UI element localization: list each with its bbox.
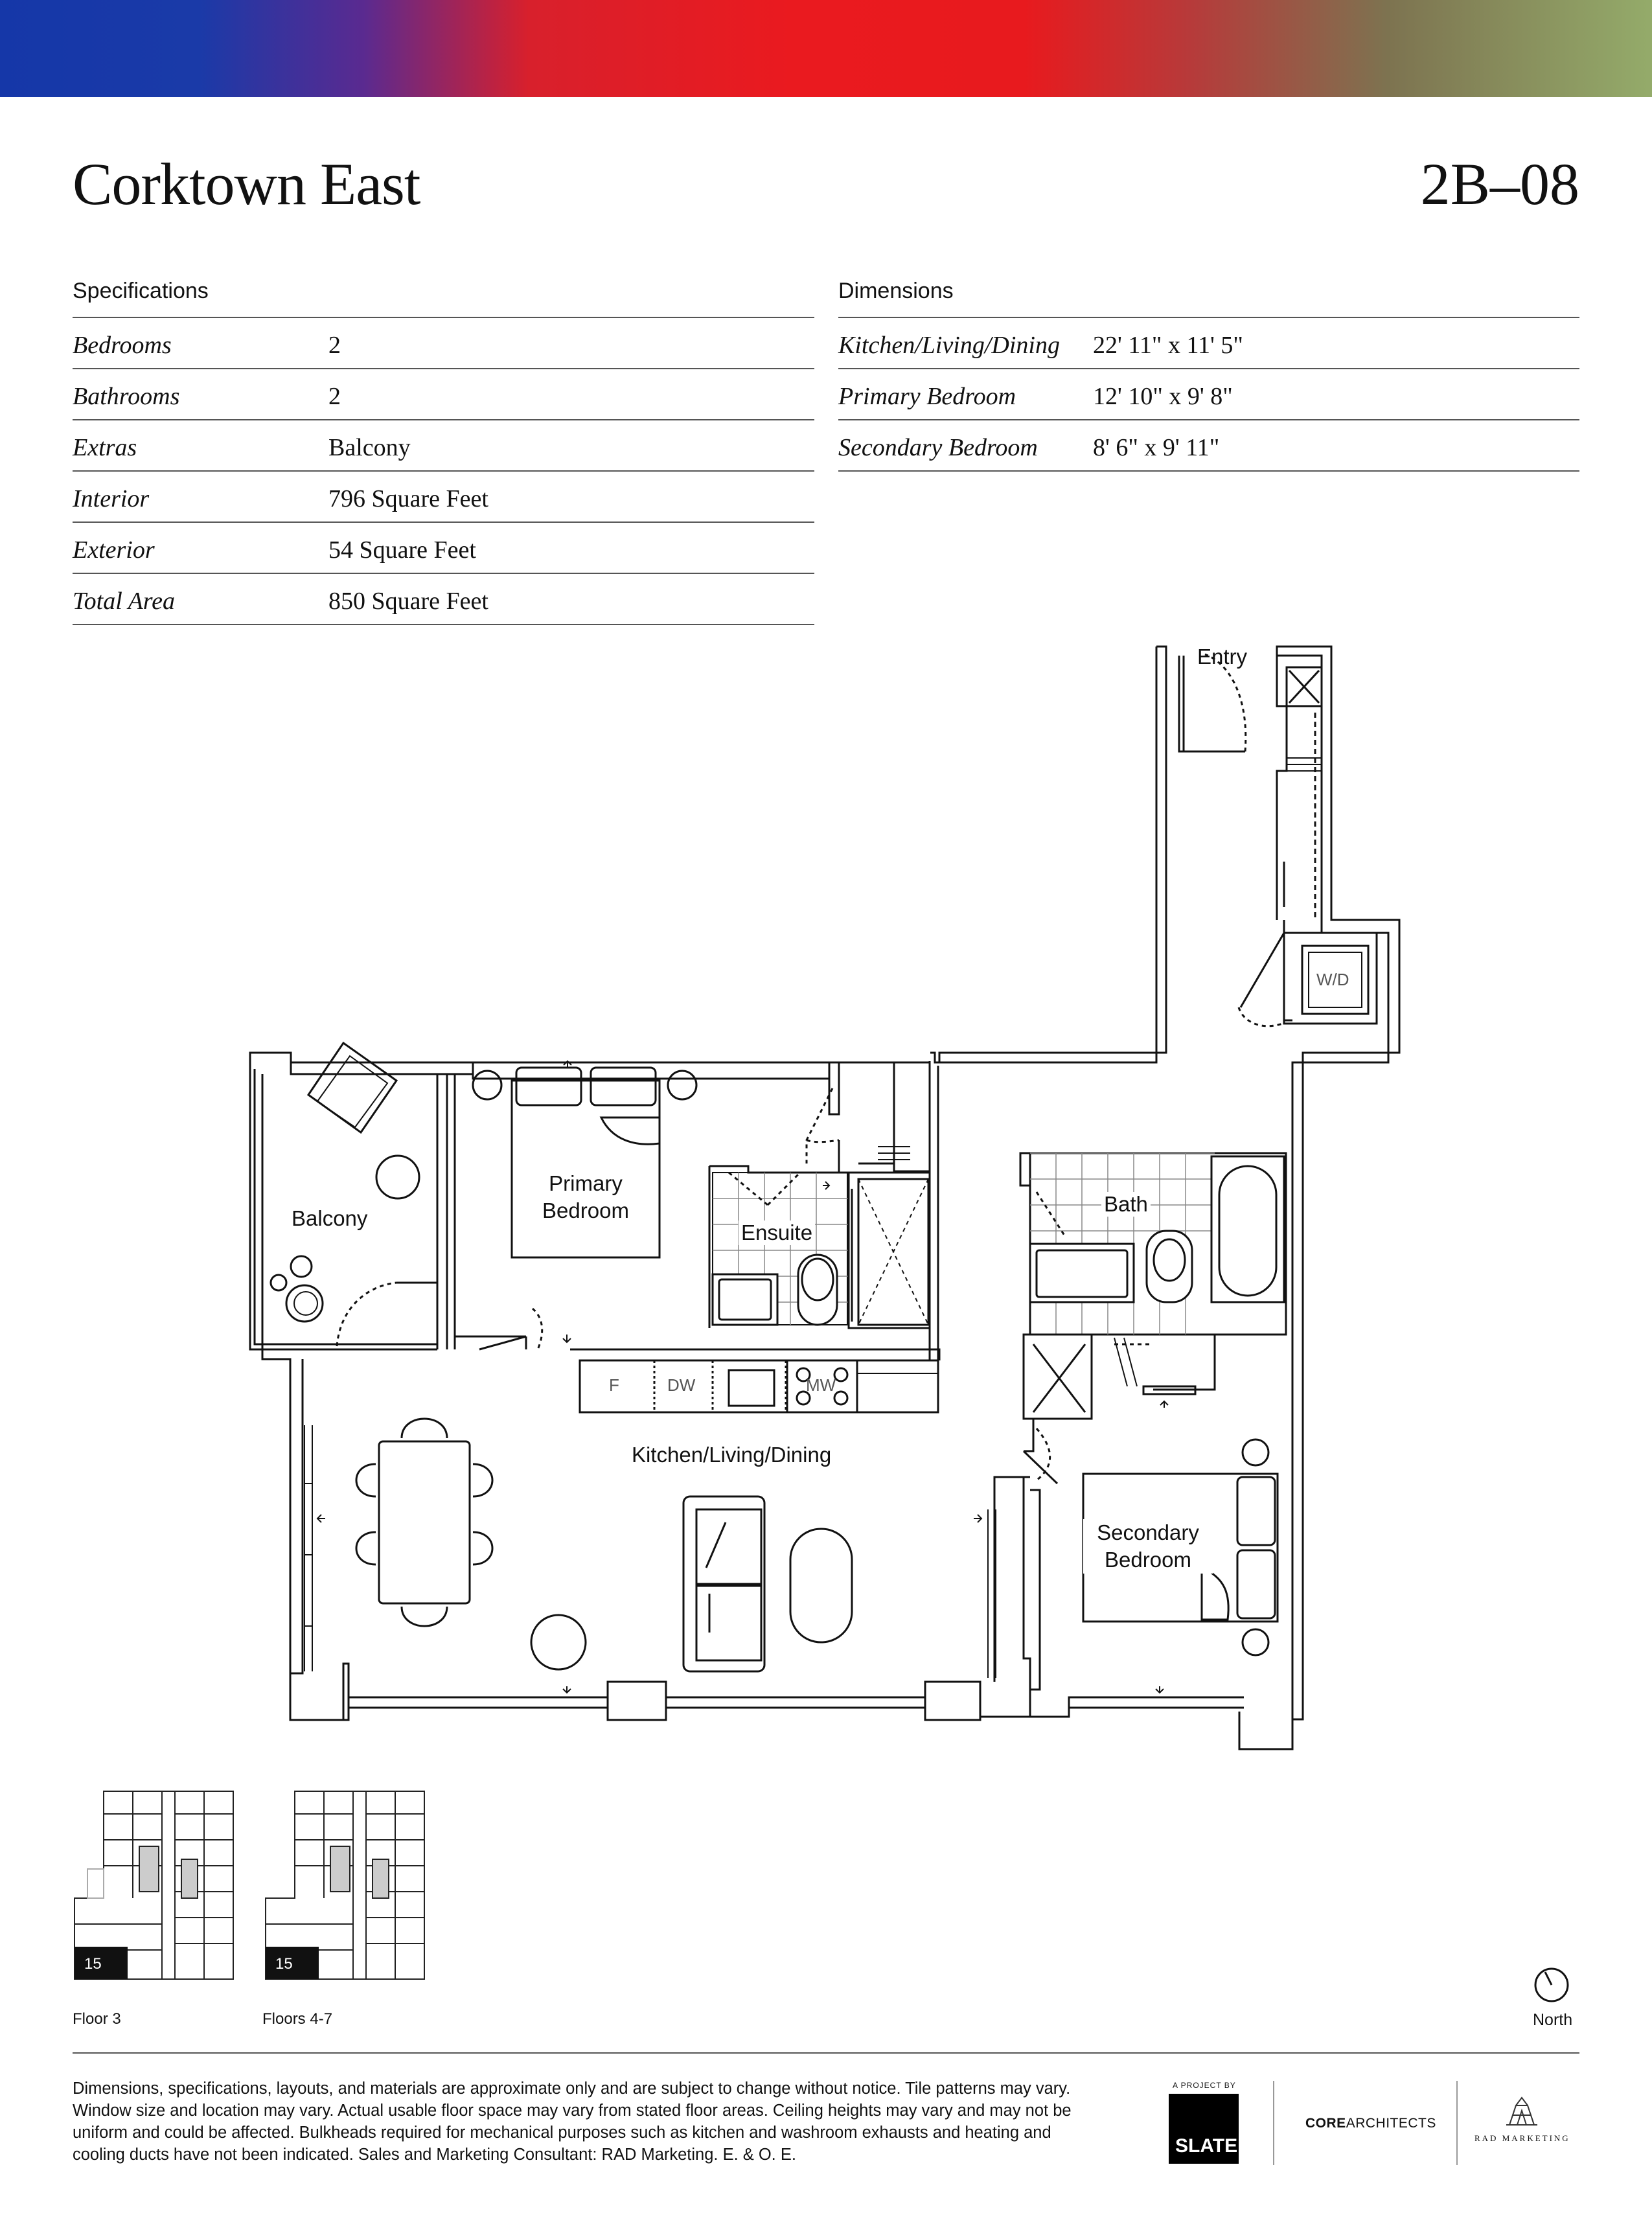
primary-bedroom-label: [512, 1170, 660, 1224]
project-title: Corktown East: [73, 151, 420, 217]
spec-value: 850 Square Feet: [328, 588, 488, 615]
footer-separator: [1273, 2081, 1274, 2165]
ensuite-fixtures: [713, 1088, 930, 1328]
entry-door: [1179, 654, 1322, 1026]
spec-value: 54 Square Feet: [328, 536, 476, 564]
spec-value: 796 Square Feet: [328, 485, 488, 512]
key-plan-floors-4-7-label: Floors 4-7: [262, 2010, 333, 2028]
rad-marketing-wordmark: RAD MARKETING: [1474, 2133, 1570, 2143]
core-architects-logo: [1305, 2116, 1436, 2131]
footer-separator: [1456, 2081, 1458, 2165]
fridge-label: F: [609, 1375, 619, 1395]
key-plan-floors-4-7-unit: 15: [275, 1955, 293, 1973]
unit-code: 2B–08: [1420, 151, 1579, 217]
balcony-label: Balcony: [292, 1206, 368, 1230]
dimensions-heading: Dimensions: [838, 274, 1579, 318]
balcony-furniture: [271, 1043, 419, 1322]
spec-label: Extras: [73, 434, 137, 461]
footer-divider: [73, 2052, 1579, 2054]
kitchen-counter: [580, 1360, 938, 1412]
dimension-value: 12' 10" x 9' 8": [1093, 383, 1233, 410]
secondary-bedroom-label: [1083, 1519, 1213, 1574]
spec-label: Bedrooms: [73, 332, 172, 359]
wd-label: W/D: [1316, 970, 1349, 989]
spec-value: Balcony: [328, 434, 411, 461]
slate-logo: [1169, 2094, 1239, 2164]
specifications-heading: Specifications: [73, 274, 814, 318]
dimension-value: 8' 6" x 9' 11": [1093, 434, 1220, 461]
dining-table: [356, 1419, 492, 1626]
spec-value: 2: [328, 332, 341, 359]
core-logo-bold: CORE: [1305, 2116, 1346, 2131]
primary-bedroom-furniture: [473, 1068, 696, 1257]
north-label: North: [1533, 2011, 1573, 2029]
dimension-label: Kitchen/Living/Dining: [838, 332, 1060, 359]
dimension-label: Primary Bedroom: [838, 383, 1016, 410]
project-by-label: A PROJECT BY: [1173, 2081, 1236, 2090]
dimension-value: 22' 11" x 11' 5": [1093, 332, 1243, 359]
living-furniture: [531, 1496, 852, 1671]
kitchen-living-dining-label: Kitchen/Living/Dining: [632, 1443, 832, 1467]
microwave-label: MW: [806, 1375, 836, 1395]
key-plan-floor-3-label: Floor 3: [73, 2010, 121, 2028]
ensuite-label: Ensuite: [739, 1221, 815, 1245]
secondary-bedroom-label-line1: Secondary: [1097, 1520, 1199, 1544]
primary-bedroom-door: [479, 1336, 526, 1349]
bath-fixtures: [1030, 1153, 1284, 1335]
north-compass-icon: [1533, 1966, 1570, 2004]
dimension-label: Secondary Bedroom: [838, 434, 1038, 461]
secondary-closet: [1024, 1335, 1195, 1419]
rad-marketing-logo-icon: [1503, 2092, 1541, 2129]
spec-label: Total Area: [73, 588, 176, 615]
core-logo-rest: ARCHITECTS: [1346, 2116, 1436, 2131]
secondary-bedroom-label-line2: Bedroom: [1105, 1548, 1191, 1572]
primary-bedroom-label-line2: Bedroom: [542, 1198, 629, 1222]
dishwasher-label: DW: [667, 1375, 696, 1395]
spec-value: 2: [328, 383, 341, 410]
legal-disclaimer: Dimensions, specifications, layouts, and materials are approximate only and are subject to change without notice. Tile patterns may vary. Window size and location may vary. Actual usable floor space may vary from stated floor areas. Ceiling heights may vary and may not be uniform and could be affected. Bulkheads required for mechanical purposes such as kitchen and washroom exhausts and heating and cooling ducts have not been indicated. Sales and Marketing Consultant: RAD Marketing. E. & O. E.: [73, 2080, 1072, 2164]
spec-label: Interior: [73, 485, 150, 512]
key-plan-floor-3-unit: 15: [84, 1955, 102, 1973]
spec-label: Exterior: [73, 536, 155, 564]
key-plan-floors-4-7: [262, 1788, 437, 1982]
primary-bedroom-label-line1: Primary: [549, 1171, 623, 1195]
bath-label: Bath: [1101, 1192, 1151, 1217]
slate-logo-text: SLATE: [1175, 2135, 1238, 2157]
entry-label: Entry: [1197, 645, 1248, 669]
key-plan-floor-3: [71, 1788, 246, 1982]
spec-label: Bathrooms: [73, 383, 180, 410]
